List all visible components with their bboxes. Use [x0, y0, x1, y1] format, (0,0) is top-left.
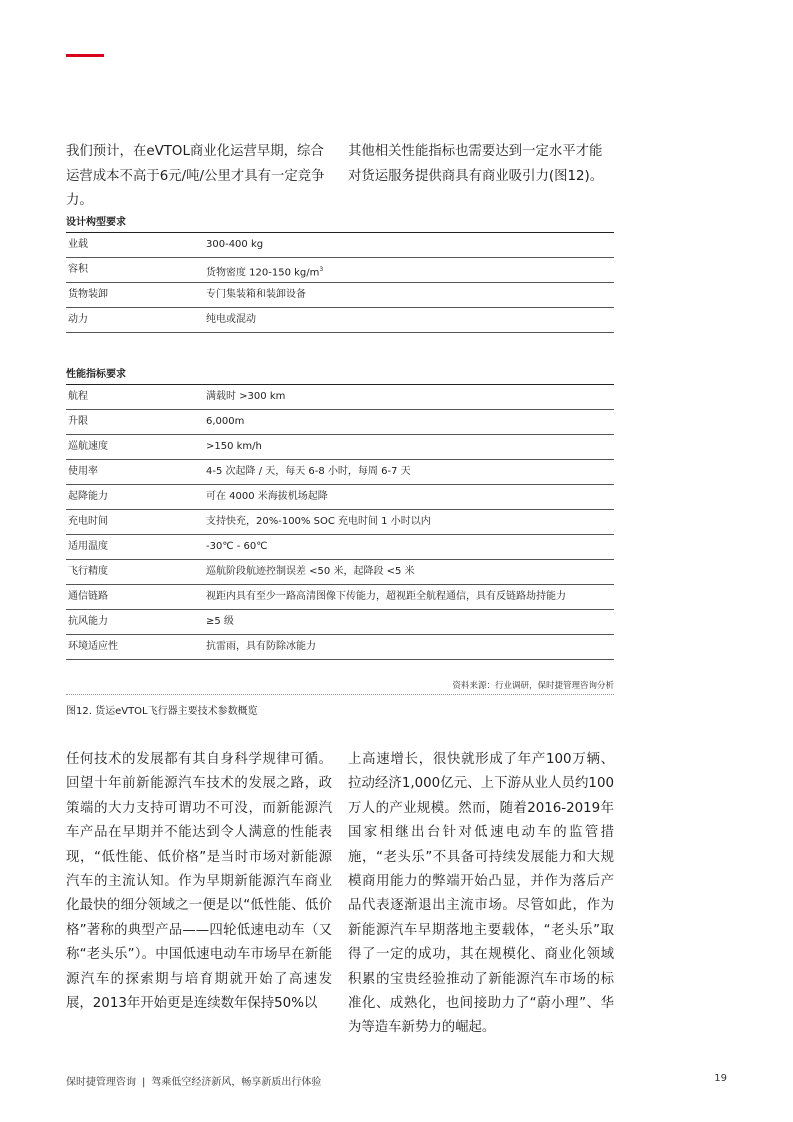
row-label: 货物装卸	[68, 289, 108, 300]
table-row	[66, 258, 614, 283]
source-note: 资料来源：行业调研，保时捷管理咨询分析	[452, 681, 614, 691]
design-requirements-table	[66, 214, 614, 333]
row-value	[206, 535, 614, 559]
page-number: 19	[714, 1073, 727, 1084]
row-label: 使用率	[68, 466, 98, 477]
table-row	[66, 635, 614, 660]
table-row	[66, 560, 614, 585]
table-row	[66, 435, 614, 460]
row-value-text: 巡航阶段航迹控制误差 <50 米，起降段 <5 米	[206, 566, 415, 577]
table-row	[66, 410, 614, 435]
figure-caption: 图12. 货运eVTOL飞行器主要技术参数概览	[66, 706, 258, 717]
row-value-text: 6,000m	[206, 416, 245, 427]
row-value	[206, 385, 614, 409]
table-row	[66, 385, 614, 410]
footer-brand: 保时捷管理咨询	[66, 1077, 136, 1088]
intro-left-text: 我们预计，在eVTOL商业化运营早期，综合运营成本不高于6元/吨/公里才具有一定竞争力。	[66, 144, 325, 208]
row-value	[206, 560, 614, 584]
body-left-text: 任何技术的发展都有其自身科学规律可循。回望十年前新能源汽车技术的发展之路，政策端的大力支持可谓功不可没，而新能源汽车产品在早期并不能达到令人满意的性能表现，“低性能、低价格”是当时市场对新能源汽车的主流认知。作为早期新能源汽车商业化最快的细分领域之一便是以“低性能、低价格”著称的典型产品——四轮低速电动车（又称“老头乐”）。中国低速电动车市场早在新能源汽车的探索期与培育期就开始了高速发展，2013年开始更是连续数年保持50%以	[66, 752, 332, 1012]
body-right-text: 上高速增长，很快就形成了年产100万辆、拉动经济1,000亿元、上下游从业人员约100万人的产业规模。然而，随着2016-2019年国家相继出台针对低速电动车的监管措施，“老头乐”不具备可持续发展能力和大规模商用能力的弊端开始凸显，并作为落后产品代表逐渐退出主流市场。尽管如此，作为新能源汽车早期落地主要载体，“老头乐”取得了一定的成功，其在规模化、商业化领域积累的宝贵经验推动了新能源汽车市场的标准化、成熟化，也间接助力了“蔚小理”、华为等造车新势力的崛起。	[348, 752, 614, 1036]
table-row	[66, 510, 614, 535]
row-label: 业载	[68, 239, 88, 250]
row-value-text: 4-5 次起降 / 天，每天 6-8 小时，每周 6-7 天	[206, 466, 411, 477]
table-row	[66, 535, 614, 560]
row-label: 升限	[68, 416, 88, 427]
row-value	[206, 485, 614, 509]
row-label: 巡航速度	[68, 441, 108, 452]
row-value-superscript: 3	[319, 266, 324, 273]
row-value	[206, 308, 614, 332]
row-label: 容积	[68, 264, 88, 275]
footer-tagline: 驾乘低空经济新风，畅享新质出行体验	[151, 1077, 322, 1088]
row-label: 航程	[68, 391, 88, 402]
row-value	[206, 460, 614, 484]
row-value	[206, 510, 614, 534]
row-value-text: >150 km/h	[206, 441, 262, 452]
row-value-text: 纯电或混动	[206, 314, 256, 325]
row-value	[206, 258, 614, 282]
row-value-text: 支持快充，20%-100% SOC 充电时间 1 小时以内	[206, 516, 431, 527]
row-label: 适用温度	[68, 541, 108, 552]
row-value	[206, 610, 614, 634]
row-value-text: 满载时 >300 km	[206, 391, 286, 402]
table-row	[66, 233, 614, 258]
table-row	[66, 308, 614, 333]
row-value	[206, 233, 614, 257]
row-value-text: 可在 4000 米海拔机场起降	[206, 491, 328, 502]
table-row	[66, 460, 614, 485]
row-value-text: 抗雷雨，具有防除冰能力	[206, 641, 316, 652]
row-label: 飞行精度	[68, 566, 108, 577]
row-value-text: -30℃ - 60℃	[206, 541, 268, 552]
row-value	[206, 283, 614, 307]
row-value-text: 专门集装箱和装卸设备	[206, 289, 306, 300]
row-label: 抗风能力	[68, 616, 108, 627]
intro-right-text: 其他相关性能指标也需要达到一定水平才能对货运服务提供商具有商业吸引力(图12)。	[348, 144, 604, 184]
performance-requirements-table	[66, 366, 614, 660]
intro-paragraph	[66, 140, 614, 214]
table-row	[66, 485, 614, 510]
row-label: 环境适应性	[68, 641, 118, 652]
row-label: 起降能力	[68, 491, 108, 502]
row-label: 通信链路	[68, 591, 108, 602]
performance-table-title: 性能指标要求	[66, 369, 126, 380]
row-value	[206, 410, 614, 434]
row-label: 充电时间	[68, 516, 108, 527]
table-row	[66, 585, 614, 610]
dotted-divider	[66, 694, 614, 695]
row-value-text: 300-400 kg	[206, 239, 264, 250]
row-value	[206, 635, 614, 659]
row-value-text: 视距内具有至少一路高清图像下传能力，超视距全航程通信，具有反链路劫持能力	[206, 591, 566, 602]
body-paragraph	[66, 748, 614, 1041]
table-row	[66, 283, 614, 308]
footer-separator: |	[142, 1077, 146, 1088]
row-value	[206, 435, 614, 459]
row-value-text: ≥5 级	[206, 616, 234, 627]
design-table-title: 设计构型要求	[66, 217, 126, 228]
row-value-text: 货物密度 120-150 kg/m	[206, 267, 320, 279]
footer-brand-line	[66, 1073, 321, 1088]
row-value	[206, 585, 614, 609]
accent-bar	[66, 54, 104, 57]
table-row	[66, 610, 614, 635]
row-label: 动力	[68, 314, 88, 325]
